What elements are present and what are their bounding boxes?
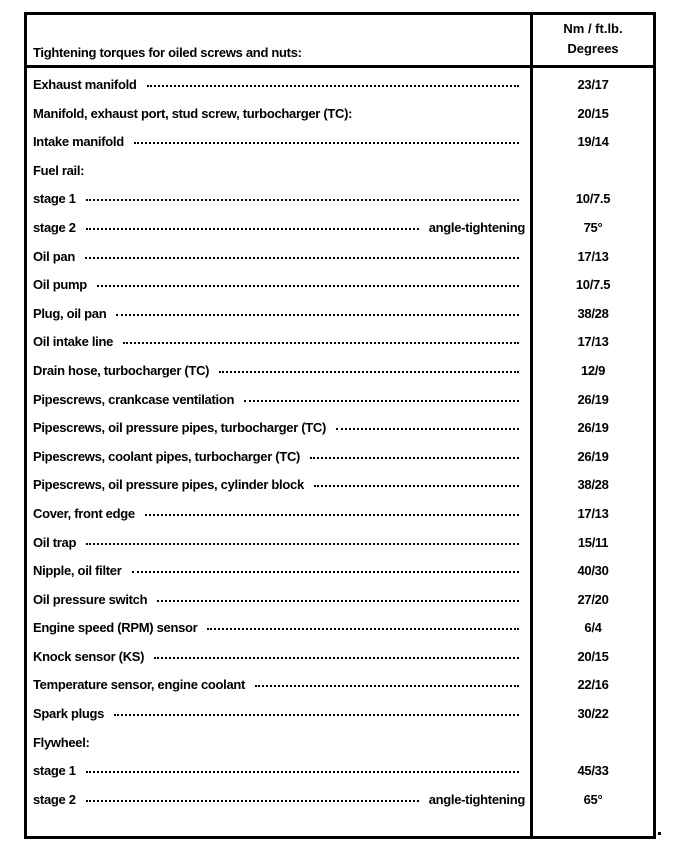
row-value: 10/7.5 [575, 277, 611, 293]
row-label-cell [33, 277, 525, 292]
dot-leader [97, 277, 519, 287]
row-value: 23/17 [577, 77, 609, 92]
row-label: stage 2 [33, 219, 76, 235]
row-note: angle-tightening [428, 219, 525, 235]
row-label: stage 1 [33, 191, 76, 207]
table-row [27, 443, 653, 472]
row-label: Flywheel: [33, 734, 90, 750]
table-title: Tightening torques for oiled screws and nuts: [33, 45, 302, 60]
row-label-cell [33, 363, 525, 378]
row-value: 75° [583, 219, 603, 235]
dot-leader [132, 563, 520, 573]
row-value: 12/9 [580, 362, 606, 378]
table-body [27, 71, 653, 814]
row-label: Oil pump [33, 277, 87, 293]
table-row [27, 100, 653, 129]
stray-mark [658, 832, 661, 835]
row-value: 30/22 [577, 706, 609, 722]
row-value: 26/19 [577, 391, 609, 407]
row-value: 17/13 [577, 505, 609, 521]
row-label-cell [33, 392, 525, 407]
table-row [27, 500, 653, 529]
row-value: 22/16 [577, 677, 609, 693]
row-label: Oil intake line [33, 334, 114, 350]
dot-leader [123, 334, 519, 344]
row-label: stage 2 [33, 791, 76, 807]
row-label: Manifold, exhaust port, stud screw, turbocharger (TC): [33, 105, 353, 121]
row-label: Nipple, oil filter [33, 563, 122, 579]
unit-header [533, 19, 653, 59]
row-label-cell [33, 420, 525, 435]
row-label-cell [33, 763, 525, 778]
row-label-cell [33, 334, 525, 349]
table-row [27, 157, 653, 186]
row-label: Oil pressure switch [33, 591, 148, 607]
dot-leader [336, 420, 519, 430]
row-value: 26/19 [577, 448, 609, 464]
row-label: Pipescrews, coolant pipes, turbocharger (TC) [33, 448, 301, 464]
table-row [27, 128, 653, 157]
table-row [27, 414, 653, 443]
table-row [27, 271, 653, 300]
table-row [27, 614, 653, 643]
row-value: 26/19 [577, 420, 609, 436]
row-label: Oil trap [33, 534, 77, 550]
row-label-cell [33, 77, 525, 92]
row-label-cell [33, 249, 525, 264]
row-label-cell [33, 106, 525, 121]
row-label-cell [33, 306, 525, 321]
row-label-cell [33, 477, 525, 492]
row-value: 17/13 [577, 334, 609, 350]
row-label: Pipescrews, oil pressure pipes, cylinder block [33, 477, 304, 493]
dot-leader [86, 220, 419, 230]
row-label: Oil pan [33, 248, 75, 264]
dot-leader [116, 306, 519, 316]
table-row [27, 786, 653, 815]
dot-leader [207, 620, 519, 630]
dot-leader [147, 77, 519, 87]
table-row [27, 328, 653, 357]
row-label-cell [33, 706, 525, 721]
table-row [27, 671, 653, 700]
row-value: 15/11 [577, 534, 609, 550]
dot-leader [86, 763, 519, 773]
table-row [27, 729, 653, 758]
row-value: 19/14 [577, 134, 609, 150]
row-value: 6/4 [584, 620, 602, 636]
row-label: Intake manifold [33, 134, 124, 150]
row-label-cell [33, 506, 525, 521]
row-label-cell [33, 677, 525, 692]
row-label-cell [33, 535, 525, 550]
dot-leader [219, 363, 519, 373]
dot-leader [86, 792, 419, 802]
dot-leader [145, 506, 519, 516]
dot-leader [134, 134, 519, 144]
row-label: Pipescrews, crankcase ventilation [33, 391, 235, 407]
row-label: Spark plugs [33, 706, 105, 722]
table-row [27, 471, 653, 500]
table-row [27, 557, 653, 586]
row-value: 38/28 [577, 305, 609, 321]
dot-leader [310, 449, 519, 459]
dot-leader [157, 592, 519, 602]
dot-leader [154, 649, 519, 659]
row-label: Exhaust manifold [33, 77, 137, 92]
row-label-cell [33, 792, 525, 807]
unit-header-line1: Nm / ft.lb. [563, 21, 623, 36]
table-row [27, 185, 653, 214]
dot-leader [114, 706, 519, 716]
row-label: Pipescrews, oil pressure pipes, turbocharger (TC) [33, 420, 327, 436]
row-label: Drain hose, turbocharger (TC) [33, 362, 210, 378]
unit-header-line2: Degrees [567, 41, 619, 56]
table-row [27, 71, 653, 100]
dot-leader [314, 477, 519, 487]
row-value: 65° [583, 791, 603, 807]
row-value: 17/13 [577, 248, 609, 264]
row-label-cell [33, 220, 525, 235]
row-label-cell [33, 134, 525, 149]
dot-leader [85, 249, 519, 259]
table-row [27, 586, 653, 615]
row-value: 40/30 [577, 563, 609, 579]
row-label: Fuel rail: [33, 162, 85, 178]
row-value: 38/28 [577, 477, 609, 493]
dot-leader [244, 392, 519, 402]
row-value: 45/33 [577, 763, 609, 779]
table-row [27, 529, 653, 558]
table-row [27, 643, 653, 672]
table-row [27, 757, 653, 786]
row-value: 27/20 [577, 591, 609, 607]
row-label-cell [33, 592, 525, 607]
row-note: angle-tightening [428, 791, 525, 807]
table-row [27, 700, 653, 729]
row-label-cell [33, 649, 525, 664]
row-label-cell [33, 563, 525, 578]
torque-table [24, 12, 656, 839]
table-row [27, 214, 653, 243]
table-row [27, 357, 653, 386]
row-label: Temperature sensor, engine coolant [33, 677, 246, 693]
dot-leader [86, 191, 519, 201]
dot-leader [86, 535, 519, 545]
row-label-cell [33, 191, 525, 206]
table-row [27, 300, 653, 329]
row-label: stage 1 [33, 763, 76, 779]
table-row [27, 386, 653, 415]
row-label-cell [33, 620, 525, 635]
row-value: 10/7.5 [575, 191, 611, 207]
header-separator [27, 65, 653, 68]
row-label: Cover, front edge [33, 505, 135, 521]
row-label: Knock sensor (KS) [33, 648, 145, 664]
row-label-cell [33, 163, 525, 178]
table-row [27, 243, 653, 272]
row-value: 20/15 [577, 648, 609, 664]
row-label-cell [33, 449, 525, 464]
row-label: Engine speed (RPM) sensor [33, 620, 198, 636]
row-label: Plug, oil pan [33, 305, 107, 321]
row-label-cell [33, 735, 525, 750]
row-value: 20/15 [577, 105, 609, 121]
dot-leader [255, 677, 519, 687]
